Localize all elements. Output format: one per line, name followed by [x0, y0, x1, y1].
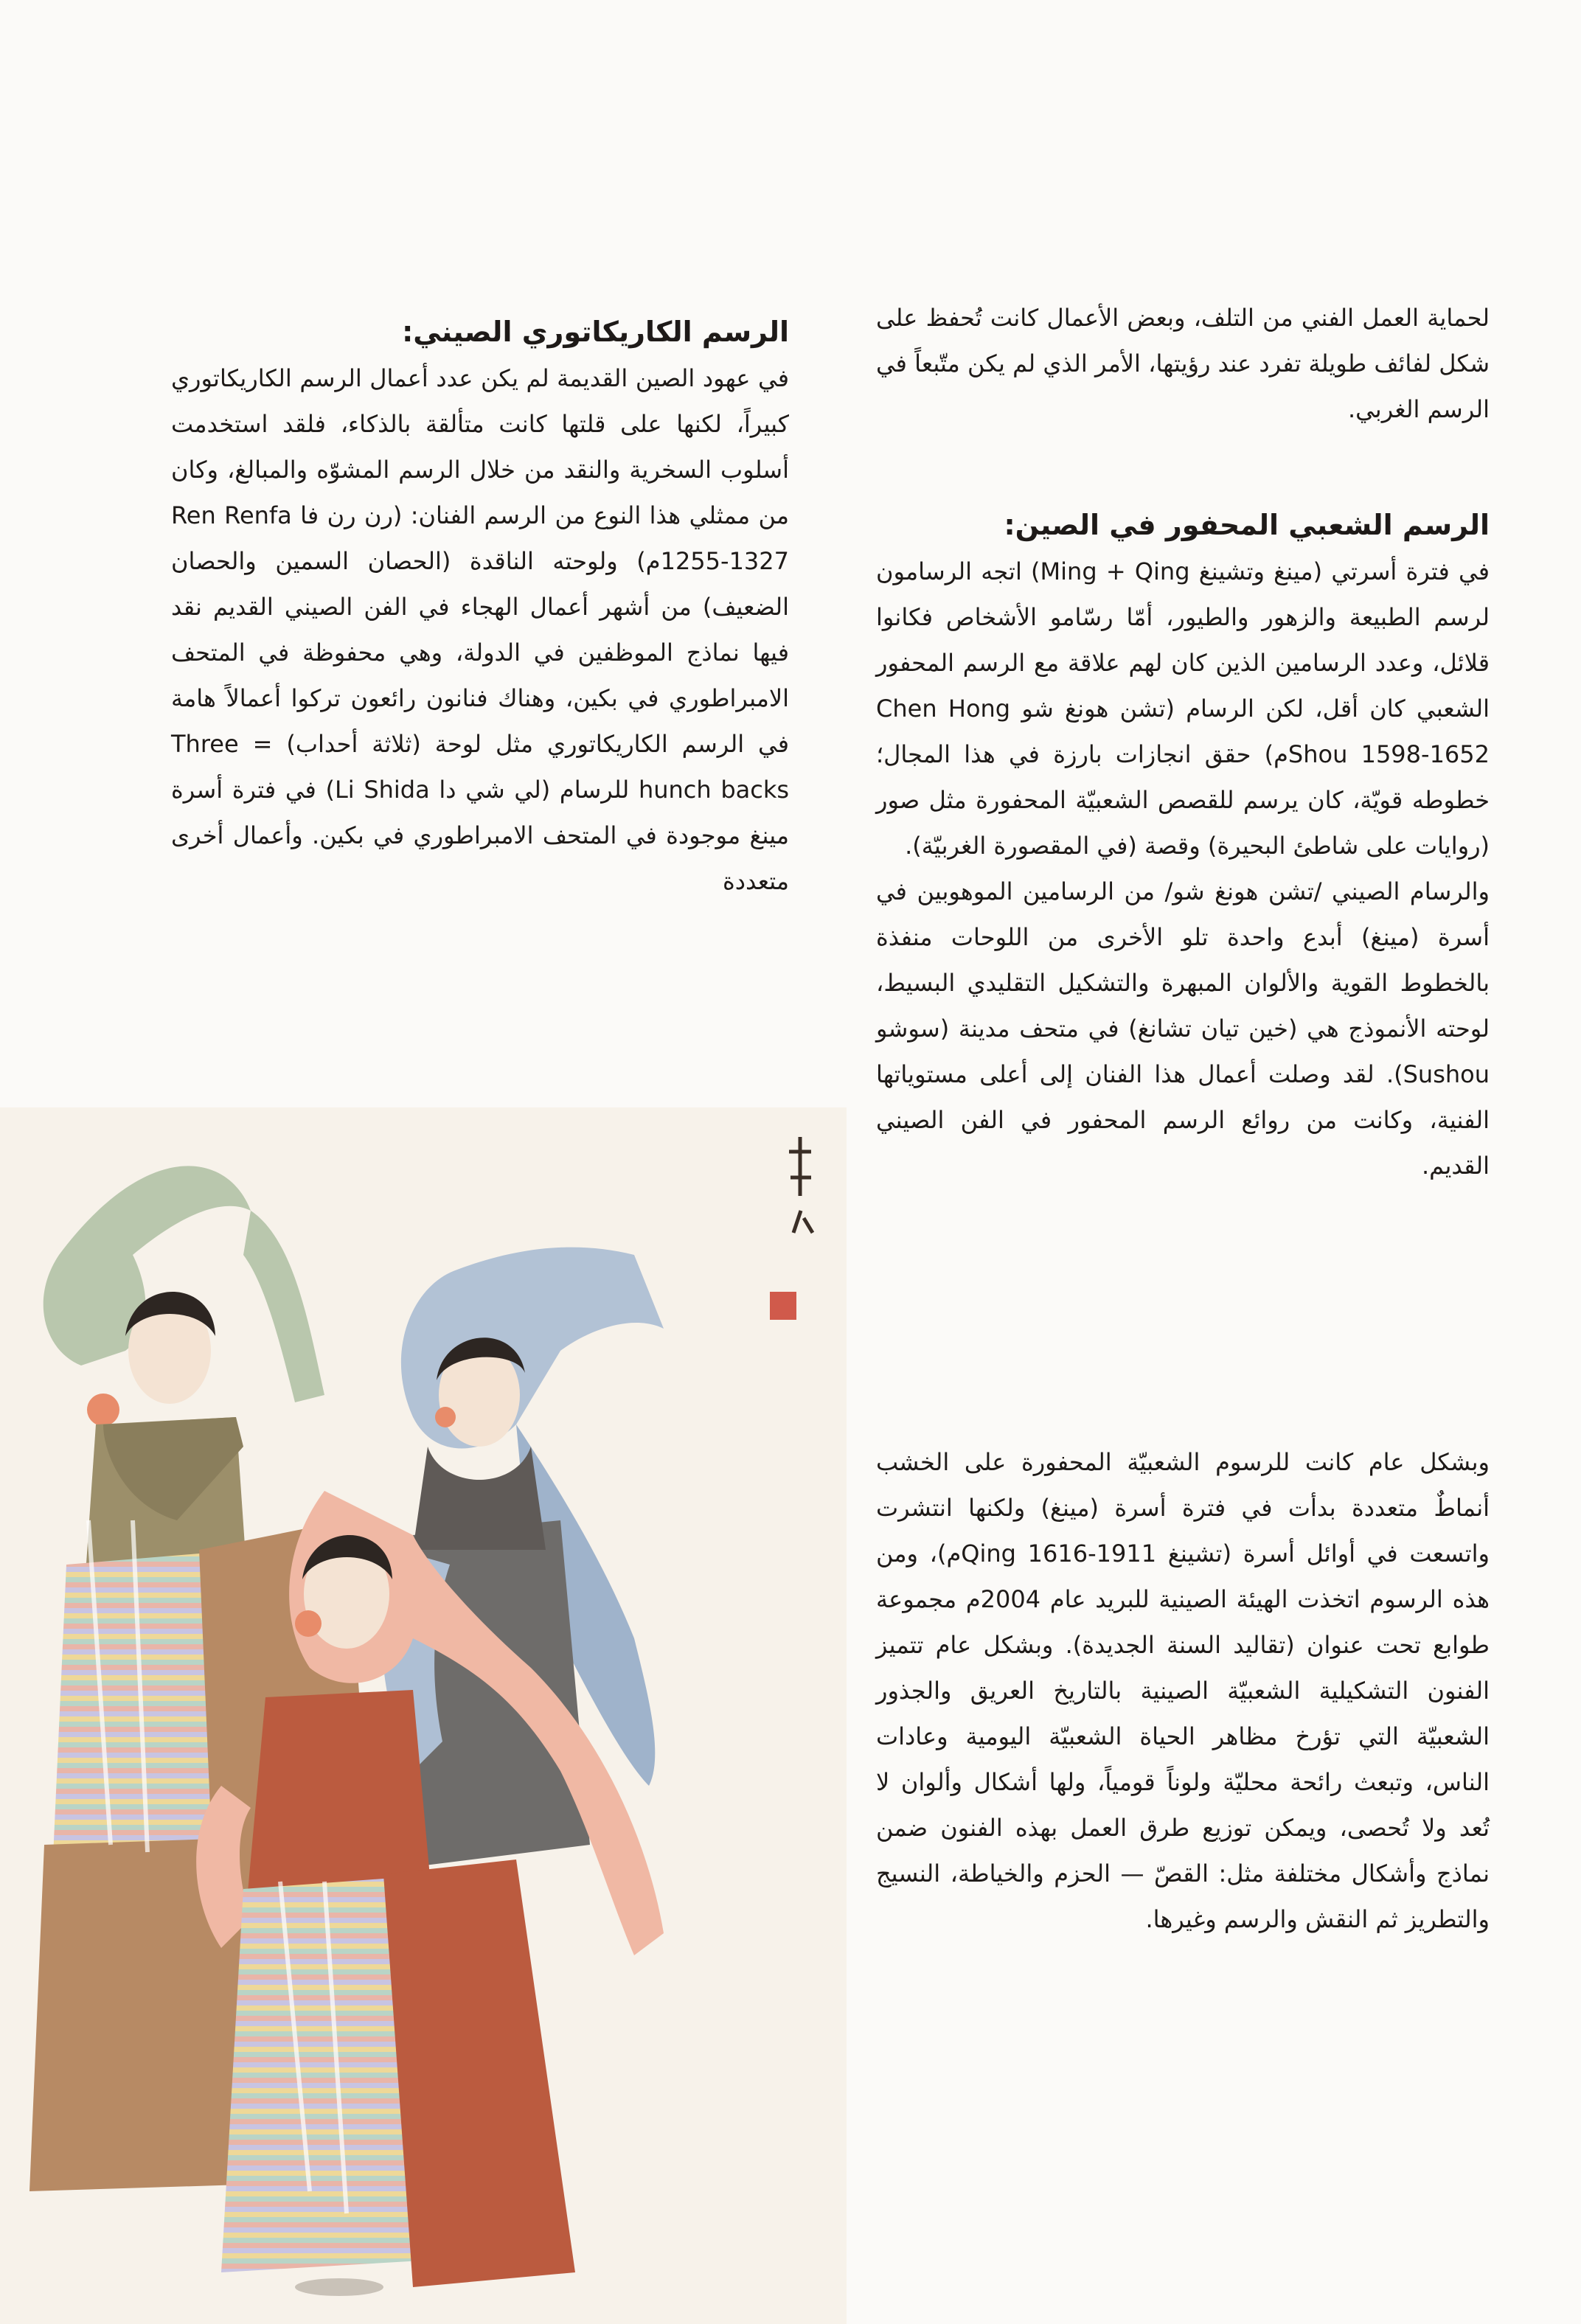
caricature-paragraph: في عهود الصين القديمة لم يكن عدد أعمال الرسم الكاريكاتوري كبيراً، لكنها على قلتها كانت متألقة بالذكاء، فلقد استخدمت أسلوب السخرية والنقد من خلال الرسم المشوّه والمبالغ، وكان من ممثلي هذا النوع من الرسم الفنان: (رن رن فا Ren Renfa 1255-1327م) ولوحته الناقدة (الحصان السمين والحصان الضعيف) من أشهر أعمال الهجاء في الفن الصيني القديم نقد فيها نماذج الموظفين في الدولة، وهي محفوظة في المتحف الامبراطوري في بكين، وهناك فنانون رائعون تركوا أعمالاً هامة في الرسم الكاريكاتوري مثل لوحة (ثلاثة أحداب) = Three hunch backs للرسام (لي شي دا Li Shida) في فترة أسرة مينغ موجودة في المتحف الامبراطوري في بكين. وأعمال أخرى متعددة	[171, 364, 790, 895]
caricature-heading: الرسم الكاريكاتوري الصيني:	[402, 316, 789, 348]
red-seal	[770, 1292, 796, 1320]
folk-engraving-heading: الرسم الشعبي المحفور في الصين:	[1004, 509, 1490, 541]
intro-paragraph: لحماية العمل الفني من التلف، وبعض الأعمال كانت تُحفظ على شكل لفائف طويلة تفرد عند رؤيتها، الأمر الذي لم يكن متّبعاً في الرسم الغربي.	[876, 304, 1490, 423]
intro-paragraph-block	[876, 295, 1490, 432]
caricature-section	[171, 308, 789, 904]
artist-signature	[789, 1137, 813, 1233]
woodcut-summary-paragraph: وبشكل عام كانت للرسوم الشعبيّة المحفورة على الخشب أنماطٌ متعددة بدأت في فترة أسرة (مينغ) ولكنها انتشرت واتسعت في أوائل أسرة (تشينغ Qing 1616-1911م)، ومن هذه الرسوم اتخذت الهيئة الصينية للبريد عام 2004م مجموعة طوابع تحت عنوان (تقاليد السنة الجديدة). وبشكل عام تتميز الفنون التشكيلية الشعبيّة الصينية بالتاريخ العريق والجذور الشعبيّة التي تؤرخ مظاهر الحياة الشعبيّة اليومية وعادات الناس، وتبعث رائحة محليّة ولوناً قومياً، ولها أشكال وألوان لا تُعد ولا تُحصى، ويمكن توزيع طرق العمل بهذه الفنون ضمن نماذج وأشكال مختلفة مثل: القصّ — الحزم والخياطة، النسيج والتطريز ثم النقش والرسم وغيرها.	[876, 1448, 1490, 1933]
folk-engraving-paragraph-2: والرسام الصيني /تشن هونغ شو/ من الرسامين الموهوبين في أسرة (مينغ) أبدع واحدة تلو الأخرى من اللوحات منفذة بالخطوط القوية والألوان المبهرة والتشكيل التقليدي البسيط، لوحته الأنموذج هي (خين تيان تشانغ) في متحف مدينة (سوشو Sushou). لقد وصلت أعمال هذا الفنان إلى أعلى مستوياتها الفنية، وكانت من روائع الرسم المحفور في الفن الصيني القديم.	[876, 877, 1490, 1180]
dancers-illustration	[0, 1107, 847, 2324]
folk-engraving-section	[876, 501, 1490, 1189]
folk-engraving-paragraph-1: في فترة أسرتي (مينغ وتشينغ Ming + Qing) اتجه الرسامون لرسم الطبيعة والزهور والطيور، أمّا رسّامو الأشخاص فكانوا قلائل، وعدد الرسامين الذين كان لهم علاقة مع الرسم المحفور الشعبي كان أقل، لكن الرسام (تشن هونغ شو Chen Hong Shou 1598-1652م) حقق انجازات بارزة في هذا المجال؛ خطوطه قويّة، كان يرسم للقصص الشعبيّة المحفورة مثل صور (روايات على شاطئ البحيرة) وقصة (في المقصورة الغربيّة).	[876, 557, 1490, 860]
woodcut-summary-block	[876, 1439, 1490, 1942]
